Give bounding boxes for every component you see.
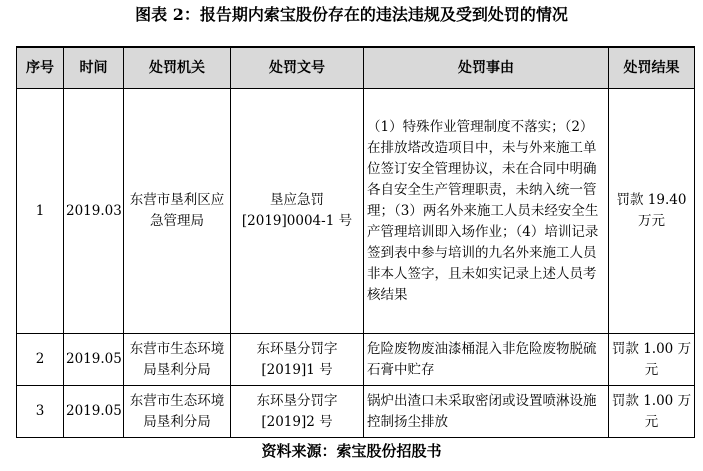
cell-result: 罚款 1.00 万元 [609,386,695,438]
cell-authority: 东营市垦利区应急管理局 [124,89,231,334]
cell-date: 2019.05 [64,334,124,386]
cell-date: 2019.03 [64,89,124,334]
header-authority: 处罚机关 [124,47,231,89]
cell-no: 1 [17,89,64,334]
header-reason: 处罚事由 [364,47,609,89]
cell-reason: 危险废物废油漆桶混入非危险废物脱硫石膏中贮存 [364,334,609,386]
table-row [17,386,695,438]
cell-result: 罚款 19.40 万元 [609,89,695,334]
cell-no: 3 [17,386,64,438]
cell-date: 2019.05 [64,386,124,438]
header-doc-no: 处罚文号 [231,47,364,89]
penalty-table [16,46,695,438]
source-note: 资料来源：索宝股份招股书 [261,442,442,460]
cell-authority: 东营市生态环境局垦利分局 [124,386,231,438]
header-no: 序号 [17,47,64,89]
cell-result: 罚款 1.00 万元 [609,334,695,386]
cell-doc-no: 东环垦分罚字[2019]2 号 [231,386,364,438]
cell-doc-no: 东环垦分罚字[2019]1 号 [231,334,364,386]
header-date: 时间 [64,47,124,89]
cell-doc-no: 垦应急罚[2019]0004-1 号 [231,89,364,334]
cell-no: 2 [17,334,64,386]
cell-authority: 东营市生态环境局垦利分局 [124,334,231,386]
table-header-row [17,47,695,89]
table-row [17,89,695,334]
cell-reason: （1）特殊作业管理制度不落实；（2）在排放塔改造项目中，未与外来施工单位签订安全管理协议，未在合同中明确各自安全生产管理职责，未纳入统一管理；（3）两名外来施工人员未经安全生产管理培训即入场作业；（4）培训记录签到表中参与培训的九名外来施工人员非本人签字，且未如实记录上述人员考核结果 [364,89,609,334]
table-row [17,334,695,386]
figure-title: 图表 2：报告期内索宝股份存在的违法违规及受到处罚的情况 [135,5,568,24]
header-result: 处罚结果 [609,47,695,89]
cell-reason: 锅炉出渣口未采取密闭或设置喷淋设施控制扬尘排放 [364,386,609,438]
